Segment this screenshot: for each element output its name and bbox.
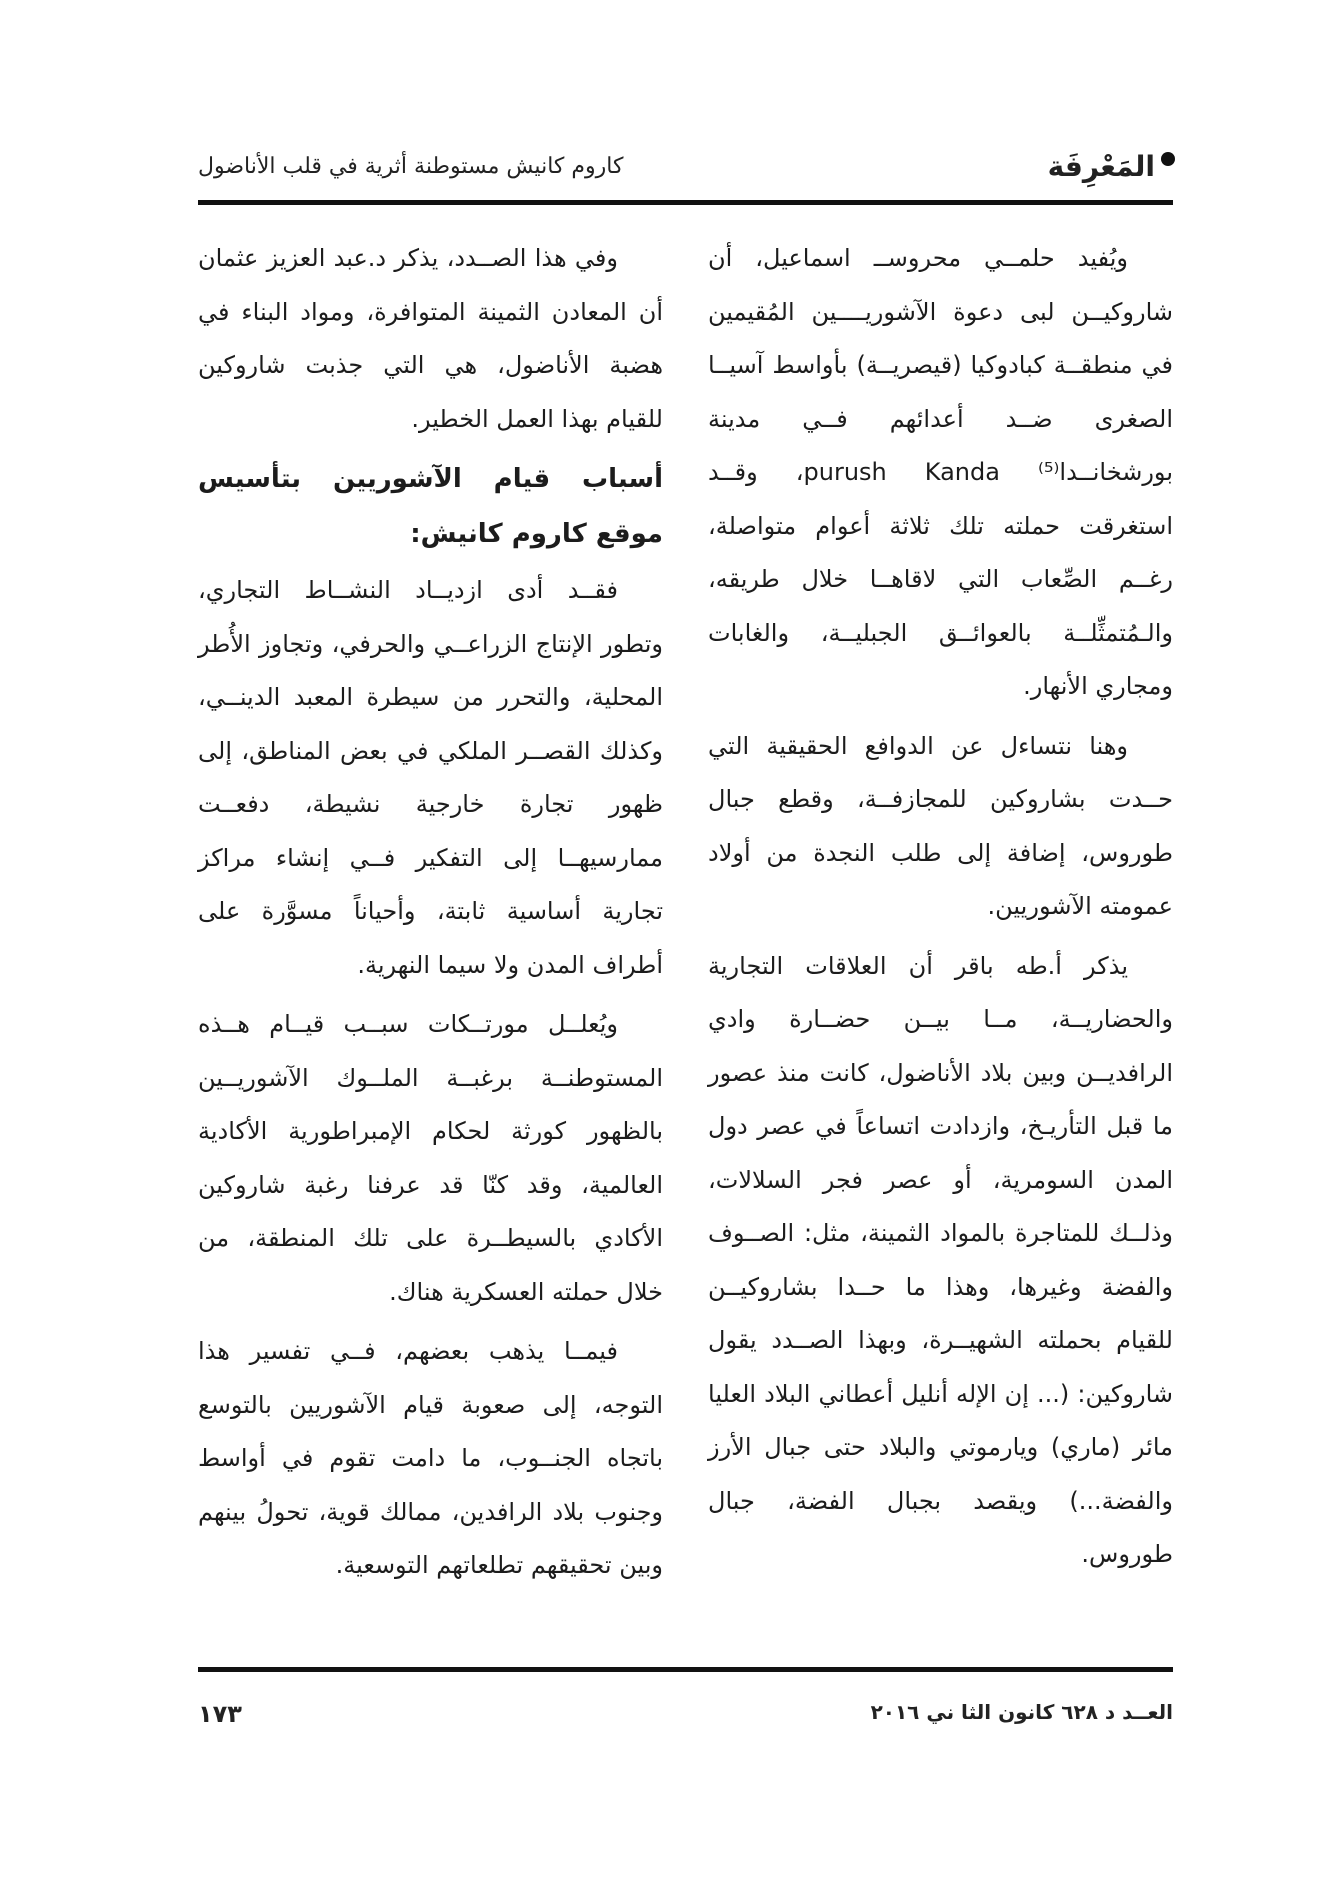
logo-text: المَعْرِفَة [1047, 150, 1155, 183]
running-title: كاروم كانيش مستوطنة أثرية في قلب الأناضول [198, 154, 624, 179]
paragraph: وهنا نتساءل عن الدوافع الحقيقية التي حــدت بشاروكين للمجازفــة، وقطع جبال طوروس، إضافة إلى طلب النجدة من أولاد عمومته الآشوريين. [708, 731, 1173, 920]
paragraph: فقــد أدى ازديــاد النشــاط التجاري، وتطور الإنتاج الزراعــي والحرفي، وتجاوز الأُطر المحلية، والتحرر من سيطرة المعبد الدينــي، وكذلك القصــر الملكي في بعض المناطق، إلى ظهور تجارة خارجية نشيطة، دفعــت ممارسيهــا إلى التفكير فــي إنشاء مراكز تجارية أساسية ثابتة، وأحياناً مسوَّرة على أطراف المدن ولا سيما النهرية. [198, 576, 663, 979]
paragraph: ويُعلــل مورتــكات سبــب قيــام هــذه المستوطنــة برغبــة الملــوك الآشوريــين بالظهور كورثة لحكام الإمبراطورية الأكادية العالمية، وقد كنّا قد عرفنا رغبة شاروكين الأكادي بالسيطــرة على تلك المنطقة، من خلال حملته العسكرية هناك. [198, 1010, 663, 1306]
section-heading: أسباب قيام الآشوريين بتأسيس موقع كاروم كانيش: [198, 464, 663, 549]
page-number: ١٧٣ [198, 1700, 242, 1728]
footer-rule [198, 1667, 1173, 1672]
header-rule [198, 200, 1173, 205]
page-footer [198, 1700, 1173, 1740]
paragraph: فيمــا يذهب بعضهم، فــي تفسير هذا التوجه، إلى صعوبة قيام الآشوريين بالتوسع باتجاه الجنــوب، ما دامت تقوم في أواسط وجنوب بلاد الرافدين، ممالك قوية، تحولُ بينهم وبين تحقيقهم تطلعاتهم التوسعية. [198, 1337, 663, 1579]
page-header [198, 148, 1173, 194]
paragraph: وفي هذا الصــدد، يذكر د.عبد العزيز عثمان أن المعادن الثمينة المتوافرة، ومواد البناء في هضبة الأناضول، هي التي جذبت شاروكين للقيام بهذا العمل الخطير. [198, 244, 663, 433]
logo-mark-icon [1161, 152, 1175, 166]
left-column [198, 232, 663, 1599]
issue-info: العــد د ٦٢٨ كانون الثا ني ٢٠١٦ [870, 1700, 1173, 1724]
right-column [708, 232, 1173, 1588]
paragraph: ويُفيد حلمــي محروســ اسماعيل، أن شاروكيــن لبى دعوة الآشوريــــين المُقيمين في منطقــة كبادوكيا (قيصريــة) بأواسط آسيــا الصغرى ضــد أعدائهم فــي مدينة بورشخانــدا⁽⁵⁾ purush Kanda، وقــد استغرقت حملته تلك ثلاثة أعوام متواصلة، رغــم الصِّعاب التي لاقاهــا خلال طريقه، والـمُتمثِّلــة بالعوائــق الجبليــة، والغابات ومجاري الأنهار. [708, 244, 1173, 700]
paragraph: يذكر أ.طه باقر أن العلاقات التجارية والحضاريــة، مــا بيــن حضــارة وادي الرافديــن وبين بلاد الأناضول، كانت منذ عصور ما قبل التأريـخ، وازدادت اتساعاً في عصر دول المدن السومرية، أو عصر فجر السلالات، وذلــك للمتاجرة بالمواد الثمينة، مثل: الصــوف والفضة وغيرها، وهذا ما حــدا بشاروكيــن للقيام بحملته الشهيــرة، وبهذا الصــدد يقول شاروكين: (... إن الإله أنليل أعطاني البلاد العليا مائر (ماري) ويارموتي والبلاد حتى جبال الأرز والفضة...) ويقصد بجبال الفضة، جبال طوروس. [708, 951, 1173, 1568]
magazine-logo [1048, 150, 1173, 183]
